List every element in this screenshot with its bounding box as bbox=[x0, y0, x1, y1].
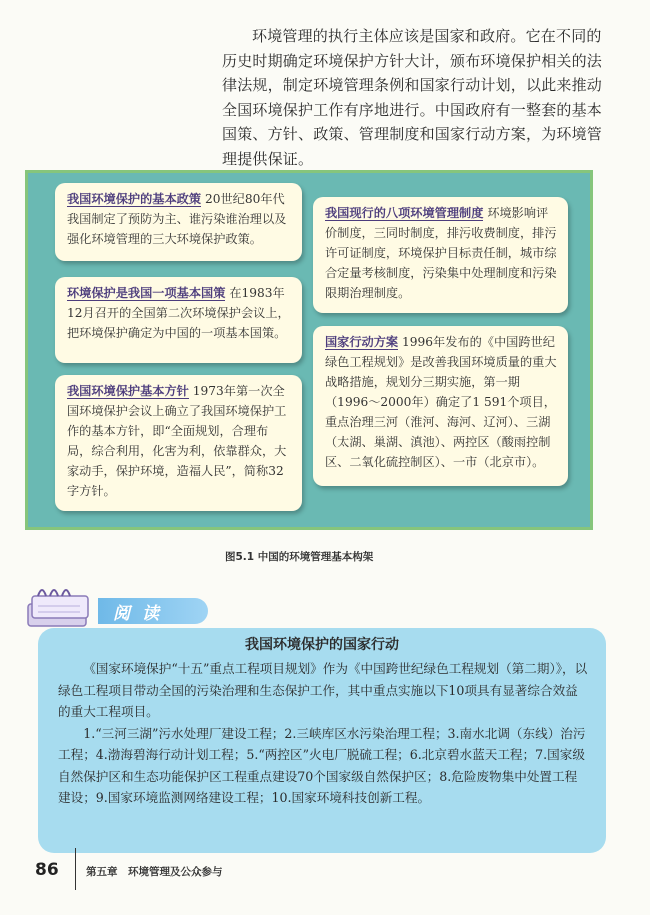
management-system-box bbox=[313, 197, 568, 313]
guideline-title: 我国环境保护基本方针 bbox=[67, 384, 189, 398]
chapter-title: 第五章 环境管理及公众参与 bbox=[86, 866, 223, 878]
reading-paragraph: 1.“三河三湖”污水处理厂建设工程；2.三峡库区水污染治理工程；3.南水北调（东线）治污工程；4.渤海碧海行动计划工程；5.“两控区”火电厂脱硫工程；6.北京碧水蓝天工程；7.国家级自然保护区和生态功能保护区工程重点建设70个国家级自然保护区；8.危险废物集中处置工程建设；9.国家环境监测网络建设工程；10.国家环境科技创新工程。 bbox=[58, 725, 586, 805]
reading-label: 阅读 bbox=[113, 604, 171, 624]
policy-text: 20世纪80年代我国制定了预防为主、谁污染谁治理以及强化环境管理的三大环境保护政策。 bbox=[67, 192, 287, 246]
management-system-text: 环境影响评价制度，三同时制度，排污收费制度，排污许可证制度，环境保护目标责任制，城市综合定量考核制度，污染集中处理制度和污染限期治理制度。 bbox=[325, 206, 557, 300]
basic-national-policy-title: 环境保护是我国一项基本国策 bbox=[67, 286, 226, 300]
reading-paragraph: 《国家环境保护“十五”重点工程项目规划》作为《中国跨世纪绿色工程规划（第二期）》，以绿色工程项目带动全国的污染治理和生态保护工作，其中重点实施以下10项具有显著综合效益的重大工程项目。 bbox=[58, 661, 588, 719]
policy-box bbox=[55, 183, 302, 261]
reading-body bbox=[58, 658, 588, 809]
framework-diagram bbox=[25, 170, 593, 530]
action-plan-text: 1996年发布的《中国跨世纪绿色工程规划》是改善我国环境质量的重大战略措施，规划分三期实施，第一期（1996～2000年）确定了1 591个项目，重点治理三河（淮河、海河、辽河）、三湖（太湖、巢湖、滇池）、两控区（酸雨控制区、二氧化硫控制区）、一市（北京市）。 bbox=[325, 335, 557, 469]
notebook-icon bbox=[24, 582, 98, 632]
intro-paragraph: 环境管理的执行主体应该是国家和政府。它在不同的历史时期确定环境保护方针大计，颁布环境保护相关的法律法规，制定环境管理条例和国家行动计划，以此来推动全国环境保护工作有序地进行。中国政府有一整套的基本国策、方针、政策、管理制度和国家行动方案，为环境管理提供保证。 bbox=[222, 27, 603, 168]
basic-national-policy-text: 在1983年12月召开的全国第二次环境保护会议上，把环境保护确定为中国的一项基本国策。 bbox=[67, 286, 290, 340]
guideline-box bbox=[55, 375, 302, 511]
action-plan-title: 国家行动方案 bbox=[325, 335, 399, 349]
basic-national-policy-box bbox=[55, 277, 302, 363]
guideline-text: 1973年第一次全国环境保护会议上确立了我国环境保护工作的基本方针，即“全面规划，合理布局，综合利用，化害为利，依靠群众，大家动手，保护环境，造福人民”，简称32字方针。 bbox=[67, 384, 287, 498]
action-plan-box bbox=[313, 326, 568, 486]
management-system-title: 我国现行的八项环境管理制度 bbox=[325, 206, 484, 220]
policy-title: 我国环境保护的基本政策 bbox=[67, 192, 202, 206]
footer-divider bbox=[75, 848, 76, 890]
page-number: 86 bbox=[35, 860, 59, 880]
reading-title: 我国环境保护的国家行动 bbox=[245, 637, 399, 653]
figure-caption: 图5.1 中国的环境管理基本构架 bbox=[225, 551, 374, 563]
reading-box bbox=[38, 628, 606, 853]
